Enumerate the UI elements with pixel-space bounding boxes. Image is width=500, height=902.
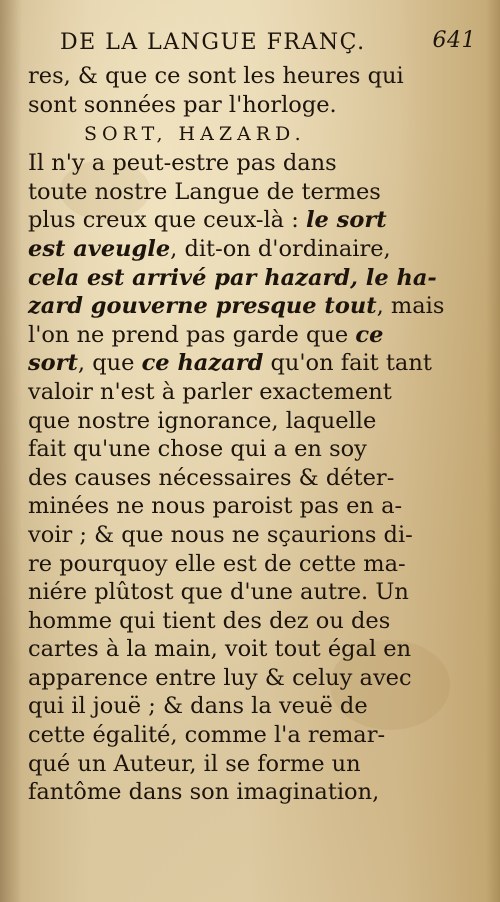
text-segment: l'on ne prend pas garde que [28, 321, 356, 348]
text-segment: , dit-on d'ordinaire, [170, 235, 391, 262]
section-heading: SORT, HAZARD. [84, 123, 306, 146]
text-segment: , que [77, 350, 142, 377]
text-segment: fait qu'une chose qui a en soy [28, 436, 367, 463]
text-segment: niére plûtost que d'une autre. Un [28, 579, 409, 606]
italic-text: ce [355, 321, 384, 348]
text-line [28, 607, 480, 636]
text-segment: sont sonnées par l'horloge. [28, 91, 337, 118]
text-line [28, 91, 480, 120]
italic-text: sort [28, 350, 78, 377]
text-segment: valoir n'est à parler exactement [28, 378, 392, 405]
text-segment: que nostre ignorance, laquelle [28, 407, 377, 434]
text-line [28, 378, 480, 407]
text-segment: minées ne nous paroist pas en a- [28, 493, 403, 520]
running-head-title: DE LA LANGUE FRANÇ. [60, 30, 366, 55]
text-line [28, 464, 480, 493]
italic-text: est aveugle [28, 235, 171, 262]
page-edge-shadow [486, 0, 500, 902]
text-line [28, 264, 480, 293]
gutter-shadow [0, 0, 22, 902]
text-line [28, 750, 480, 779]
text-line [28, 149, 480, 178]
italic-text: cela est arrivé par hazard, le ha- [28, 264, 437, 291]
text-segment: cette égalité, comme l'a remar- [28, 722, 386, 749]
text-segment: fantôme dans son imagination, [28, 779, 380, 806]
text-segment: apparence entre luy & celuy avec [28, 664, 412, 691]
text-line [28, 521, 480, 550]
text-segment: qui il jouë ; & dans la veuë de [28, 693, 368, 720]
text-segment: cartes à la main, voit tout égal en [28, 636, 412, 663]
text-line [28, 778, 480, 807]
text-line [28, 721, 480, 750]
text-line [28, 492, 480, 521]
text-line [28, 349, 480, 378]
text-line [28, 635, 480, 664]
page-number: 641 [432, 28, 476, 53]
italic-text: zard gouverne presque tout [28, 293, 377, 320]
text-segment: voir ; & que nous ne sçaurions di- [28, 521, 413, 548]
text-segment: res, & que ce sont les heures qui [28, 63, 404, 89]
running-head [28, 28, 480, 62]
text-line [28, 664, 480, 693]
text-segment: Il n'y a peut-estre pas dans [28, 150, 337, 177]
text-segment: toute nostre Langue de termes [28, 178, 381, 205]
italic-text: le sort [305, 207, 387, 234]
text-segment: des causes nécessaires & déter- [28, 464, 395, 491]
text-line [28, 407, 480, 436]
text-line [28, 321, 480, 350]
text-line [28, 206, 480, 235]
italic-text: ce hazard [141, 350, 264, 377]
text-segment: , mais [376, 293, 445, 320]
text-line [28, 62, 480, 91]
text-line [28, 692, 480, 721]
text-segment: re pourquoy elle est de cette ma- [28, 550, 406, 577]
text-segment: homme qui tient des dez ou des [28, 607, 391, 634]
text-line [28, 292, 480, 321]
text-segment: qu'on fait tant [263, 350, 432, 377]
text-line [28, 578, 480, 607]
text-line [28, 550, 480, 579]
text-block [28, 28, 480, 807]
text-line [28, 435, 480, 464]
text-segment: plus creux que ceux-là : [28, 207, 306, 234]
body-text [28, 62, 480, 807]
text-segment: qué un Auteur, il se forme un [28, 750, 361, 777]
text-line [28, 235, 480, 264]
text-line [28, 178, 480, 207]
